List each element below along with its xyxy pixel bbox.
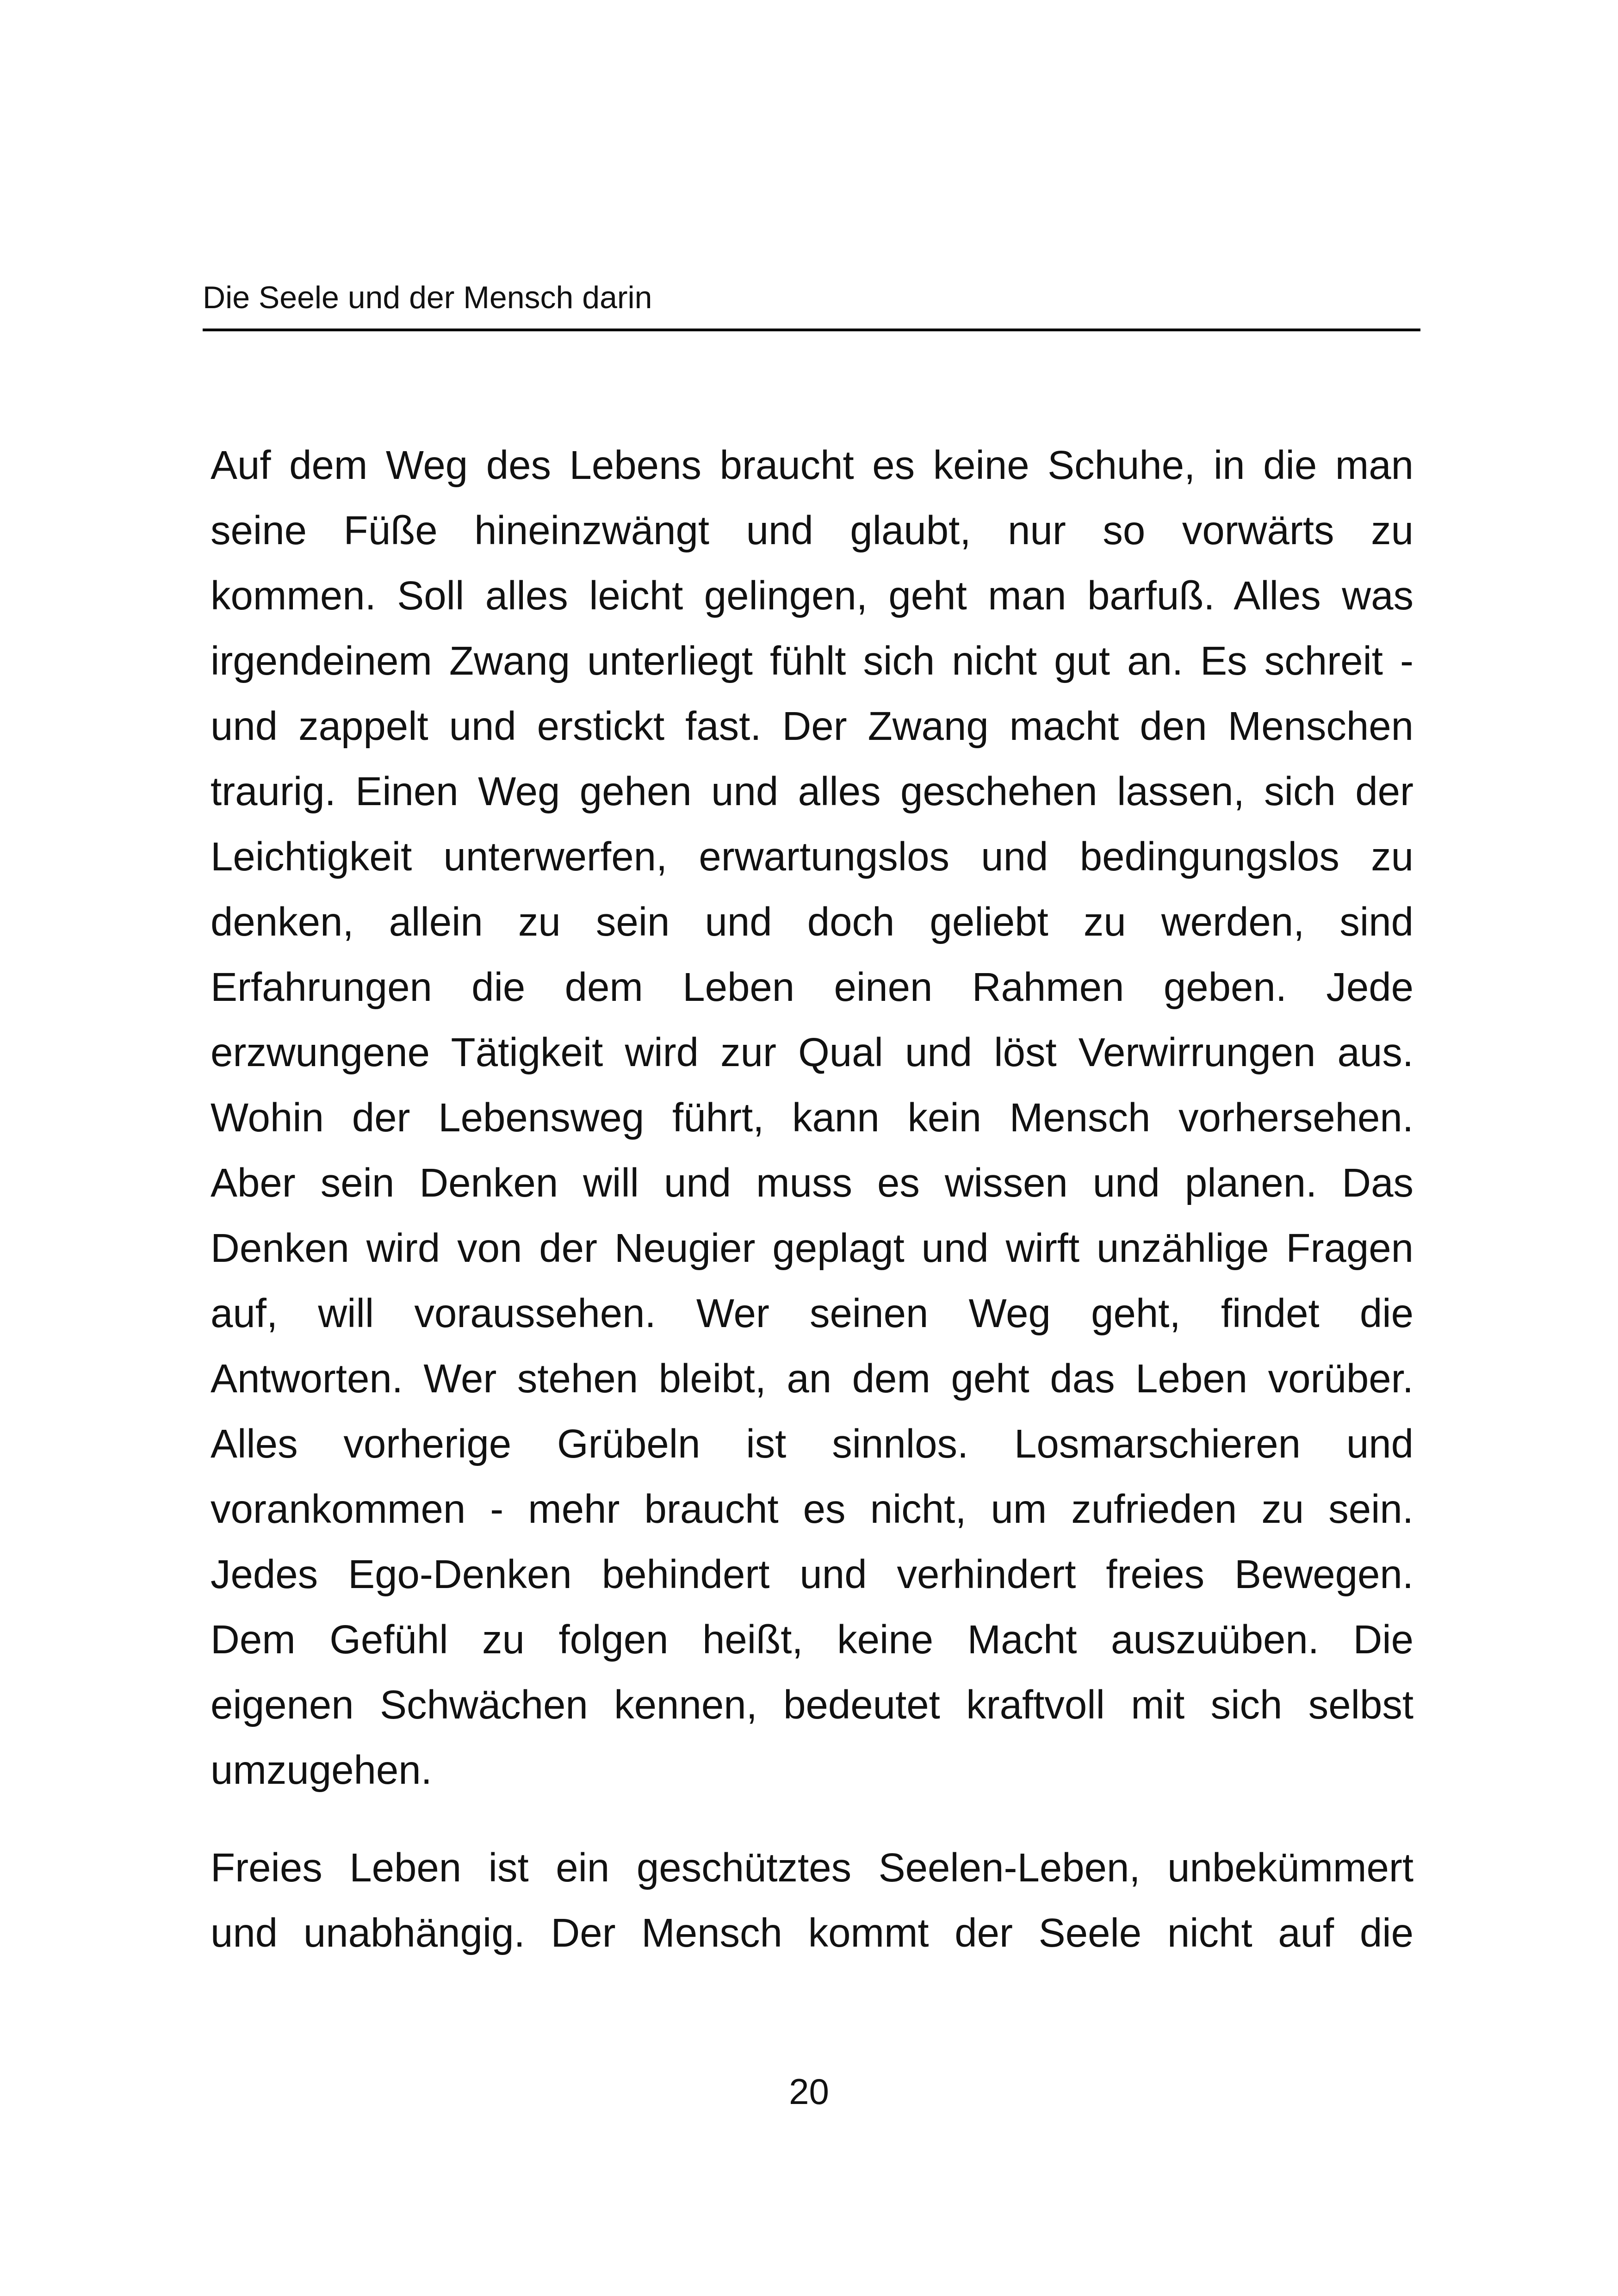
running-header: Die Seele und der Mensch darin: [203, 280, 652, 315]
header-rule: [203, 329, 1420, 331]
text-line: und zappelt und erstickt fast. Der Zwang macht den Menschen: [211, 704, 1413, 749]
text-line: umzugehen.: [211, 1748, 432, 1793]
text-line: Antworten. Wer stehen bleibt, an dem geht das Leben vorüber.: [211, 1356, 1413, 1401]
text-line: seine Füße hineinzwängt und glaubt, nur so vorwärts zu: [211, 508, 1413, 553]
text-line: irgendeinem Zwang unterliegt fühlt sich nicht gut an. Es schreit -: [211, 639, 1413, 683]
paragraph-2: [211, 1835, 1413, 1966]
text-line: Wohin der Lebensweg führt, kann kein Mensch vorhersehen.: [211, 1095, 1413, 1140]
text-line: Denken wird von der Neugier geplagt und wirft unzählige Fragen: [211, 1226, 1413, 1271]
text-line: eigenen Schwächen kennen, bedeutet kraftvoll mit sich selbst: [211, 1682, 1413, 1727]
text-line: Auf dem Weg des Lebens braucht es keine Schuhe, in die man: [211, 443, 1413, 488]
text-line: Jedes Ego-Denken behindert und verhindert freies Bewegen.: [211, 1552, 1413, 1597]
page-number: 20: [789, 2071, 829, 2112]
text-line: auf, will voraussehen. Wer seinen Weg geht, findet die: [211, 1291, 1413, 1336]
text-line: Aber sein Denken will und muss es wissen und planen. Das: [211, 1160, 1413, 1205]
text-line: kommen. Soll alles leicht gelingen, geht man barfuß. Alles was: [211, 573, 1413, 618]
text-line: Erfahrungen die dem Leben einen Rahmen geben. Jede: [211, 965, 1413, 1010]
text-line: Freies Leben ist ein geschütztes Seelen-Leben, unbekümmert: [211, 1845, 1413, 1890]
text-line: erzwungene Tätigkeit wird zur Qual und löst Verwirrungen aus.: [211, 1030, 1413, 1075]
text-line: traurig. Einen Weg gehen und alles geschehen lassen, sich der: [211, 769, 1413, 814]
text-line: Dem Gefühl zu folgen heißt, keine Macht auszuüben. Die: [211, 1617, 1413, 1662]
text-line: denken, allein zu sein und doch geliebt zu werden, sind: [211, 900, 1413, 944]
text-line: Alles vorherige Grübeln ist sinnlos. Losmarschieren und: [211, 1421, 1413, 1466]
text-line: Leichtigkeit unterwerfen, erwartungslos und bedingungslos zu: [211, 834, 1413, 879]
body-text: [211, 433, 1413, 1966]
paragraph-1: [211, 433, 1413, 1803]
text-line: vorankommen - mehr braucht es nicht, um zufrieden zu sein.: [211, 1487, 1413, 1532]
text-line: und unabhängig. Der Mensch kommt der Seele nicht auf die: [211, 1911, 1413, 1955]
